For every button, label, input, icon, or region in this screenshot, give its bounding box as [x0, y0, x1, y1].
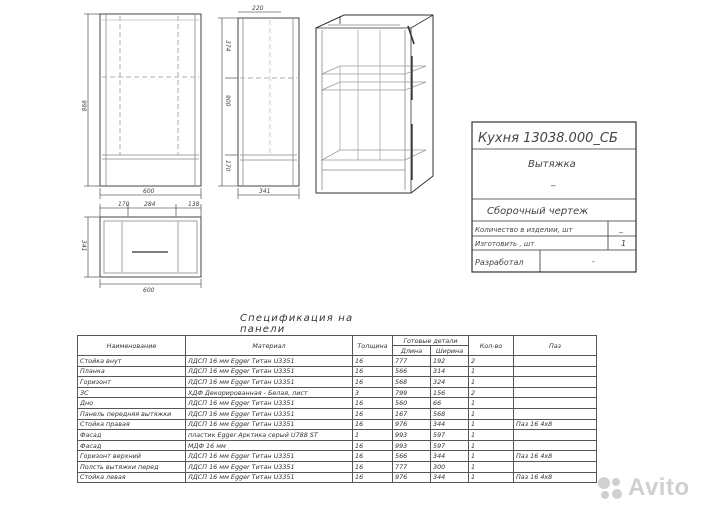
cell-wid: 344 — [431, 451, 469, 462]
cell-qty: 1 — [469, 366, 514, 377]
cell-t: 16 — [353, 451, 393, 462]
cell-qty: 1 — [469, 430, 514, 441]
cell-t: 1 — [353, 430, 393, 441]
cell-name: Планка — [78, 366, 186, 377]
cell-t: 16 — [353, 472, 393, 483]
cell-material: ЛДСП 16 мм Egger Титан U3351 — [186, 366, 353, 377]
table-row — [78, 377, 597, 388]
cell-len: 993 — [393, 440, 431, 451]
cell-wid: 597 — [431, 440, 469, 451]
dim-front-width: 600 — [143, 188, 155, 195]
dev-label: Разработал — [475, 258, 524, 267]
cell-t: 16 — [353, 366, 393, 377]
cell-material: ЛДСП 16 мм Egger Титан U3351 — [186, 451, 353, 462]
cell-material: ЛДСП 16 мм Egger Титан U3351 — [186, 398, 353, 409]
cell-name: Стойка внут — [78, 356, 186, 367]
header-length: Длина — [393, 346, 431, 356]
header-qty: Кол-во — [469, 336, 514, 356]
cell-material: пластик Egger Арктика серый U788 ST — [186, 430, 353, 441]
plan-view — [84, 204, 201, 288]
cell-qty: 1 — [469, 419, 514, 430]
cell-name: Горизонт — [78, 377, 186, 388]
cell-name: Дно — [78, 398, 186, 409]
cell-material: ЛДСП 16 мм Egger Титан U3351 — [186, 461, 353, 472]
cell-wid: 66 — [431, 398, 469, 409]
make-label: Изготовить , шт — [475, 240, 535, 248]
cell-wid: 344 — [431, 472, 469, 483]
cell-name: Стойка левая — [78, 472, 186, 483]
cell-slot — [514, 408, 597, 419]
cell-t: 16 — [353, 408, 393, 419]
table-row — [78, 440, 597, 451]
cell-qty: 1 — [469, 377, 514, 388]
title-name: Вытяжка — [528, 159, 576, 170]
cell-wid: 192 — [431, 356, 469, 367]
cell-slot: Паз 16 4x8 — [514, 451, 597, 462]
dim-plan-left: 170 — [118, 201, 130, 208]
dim-plan-right: 138 — [188, 201, 200, 208]
table-row — [78, 387, 597, 398]
title-doc-type: Сборочный чертеж — [487, 206, 589, 217]
cell-t: 16 — [353, 440, 393, 451]
cell-len: 777 — [393, 461, 431, 472]
dev-value: - — [592, 257, 595, 266]
isometric-view — [316, 15, 433, 193]
cell-len: 566 — [393, 366, 431, 377]
cell-qty: 1 — [469, 398, 514, 409]
spec-table — [77, 335, 597, 483]
cell-wid: 314 — [431, 366, 469, 377]
cell-wid: 156 — [431, 387, 469, 398]
cell-slot — [514, 430, 597, 441]
cell-material: ЛДСП 16 мм Egger Титан U3351 — [186, 356, 353, 367]
cell-wid: 300 — [431, 461, 469, 472]
cell-material: ЛДСП 16 мм Egger Титан U3351 — [186, 377, 353, 388]
cell-t: 16 — [353, 461, 393, 472]
cell-len: 560 — [393, 398, 431, 409]
title-dash: _ — [551, 177, 556, 187]
watermark-text: Avito — [628, 474, 690, 501]
cell-slot: Паз 16 4x8 — [514, 419, 597, 430]
dim-plan-depth: 341 — [80, 240, 87, 252]
cell-t: 16 — [353, 377, 393, 388]
qty-value: _ — [619, 224, 623, 233]
header-name: Наименование — [78, 336, 186, 356]
qty-label: Количество в изделии, шт — [475, 226, 573, 234]
cell-name: ЗС — [78, 387, 186, 398]
cell-len: 167 — [393, 408, 431, 419]
spec-title: Спецификация на панели — [240, 313, 354, 335]
table-row — [78, 419, 597, 430]
table-row — [78, 451, 597, 462]
cell-slot — [514, 461, 597, 472]
cell-material: ЛДСП 16 мм Egger Титан U3351 — [186, 408, 353, 419]
cell-wid: 344 — [431, 419, 469, 430]
dim-plan-mid: 284 — [144, 201, 156, 208]
cell-material: ХДФ Декорированная - Белая, лист — [186, 387, 353, 398]
cell-qty: 1 — [469, 408, 514, 419]
dim-side-lower: 170 — [224, 160, 231, 172]
cell-len: 777 — [393, 356, 431, 367]
cell-t: 3 — [353, 387, 393, 398]
avito-logo-icon — [596, 475, 624, 501]
cell-slot — [514, 387, 597, 398]
table-row — [78, 398, 597, 409]
dim-side-depth: 341 — [259, 188, 271, 195]
cell-slot — [514, 440, 597, 451]
cell-slot — [514, 356, 597, 367]
table-row — [78, 408, 597, 419]
dim-plan-width: 600 — [143, 287, 155, 294]
cell-qty: 1 — [469, 451, 514, 462]
front-view — [84, 14, 201, 199]
cell-wid: 597 — [431, 430, 469, 441]
table-row — [78, 366, 597, 377]
header-thickness: Толщина — [353, 336, 393, 356]
cell-wid: 568 — [431, 408, 469, 419]
cell-t: 16 — [353, 398, 393, 409]
cell-name: Полсть вытяжки перед — [78, 461, 186, 472]
cell-material: МДФ 16 мм — [186, 440, 353, 451]
cell-len: 568 — [393, 377, 431, 388]
cell-name: Фасад — [78, 440, 186, 451]
table-row — [78, 430, 597, 441]
cell-qty: 2 — [469, 387, 514, 398]
cell-len: 976 — [393, 419, 431, 430]
cell-len: 976 — [393, 472, 431, 483]
cell-qty: 1 — [469, 472, 514, 483]
cell-len: 566 — [393, 451, 431, 462]
table-row — [78, 461, 597, 472]
cell-qty: 2 — [469, 356, 514, 367]
dim-side-top: 220 — [252, 5, 264, 12]
cell-slot — [514, 377, 597, 388]
header-material: Материал — [186, 336, 353, 356]
cell-slot — [514, 398, 597, 409]
cell-len: 993 — [393, 430, 431, 441]
cell-slot: Паз 16 4x8 — [514, 472, 597, 483]
cell-slot — [514, 366, 597, 377]
header-blank: Готовые детали — [393, 336, 469, 346]
header-slot: Паз — [514, 336, 597, 356]
spec-header-row — [78, 336, 597, 346]
header-width: Ширина — [431, 346, 469, 356]
make-value: 1 — [621, 239, 627, 248]
cell-material: ЛДСП 16 мм Egger Титан U3351 — [186, 419, 353, 430]
cell-t: 16 — [353, 419, 393, 430]
cell-qty: 1 — [469, 440, 514, 451]
table-row — [78, 356, 597, 367]
cell-wid: 324 — [431, 377, 469, 388]
cell-material: ЛДСП 16 мм Egger Титан U3351 — [186, 472, 353, 483]
cell-name: Стойка правая — [78, 419, 186, 430]
cell-len: 799 — [393, 387, 431, 398]
cell-t: 16 — [353, 356, 393, 367]
cell-name: Панель передняя вытяжки — [78, 408, 186, 419]
dim-front-height: 998 — [80, 100, 87, 112]
table-row — [78, 472, 597, 483]
cell-name: Горизонт верхний — [78, 451, 186, 462]
spec-body — [78, 356, 597, 483]
title-code: Кухня 13038.000_СБ — [478, 131, 618, 146]
cell-qty: 1 — [469, 461, 514, 472]
cell-name: Фасад — [78, 430, 186, 441]
dim-side-middle: 900 — [224, 95, 231, 107]
dim-side-upper: 374 — [224, 40, 231, 52]
